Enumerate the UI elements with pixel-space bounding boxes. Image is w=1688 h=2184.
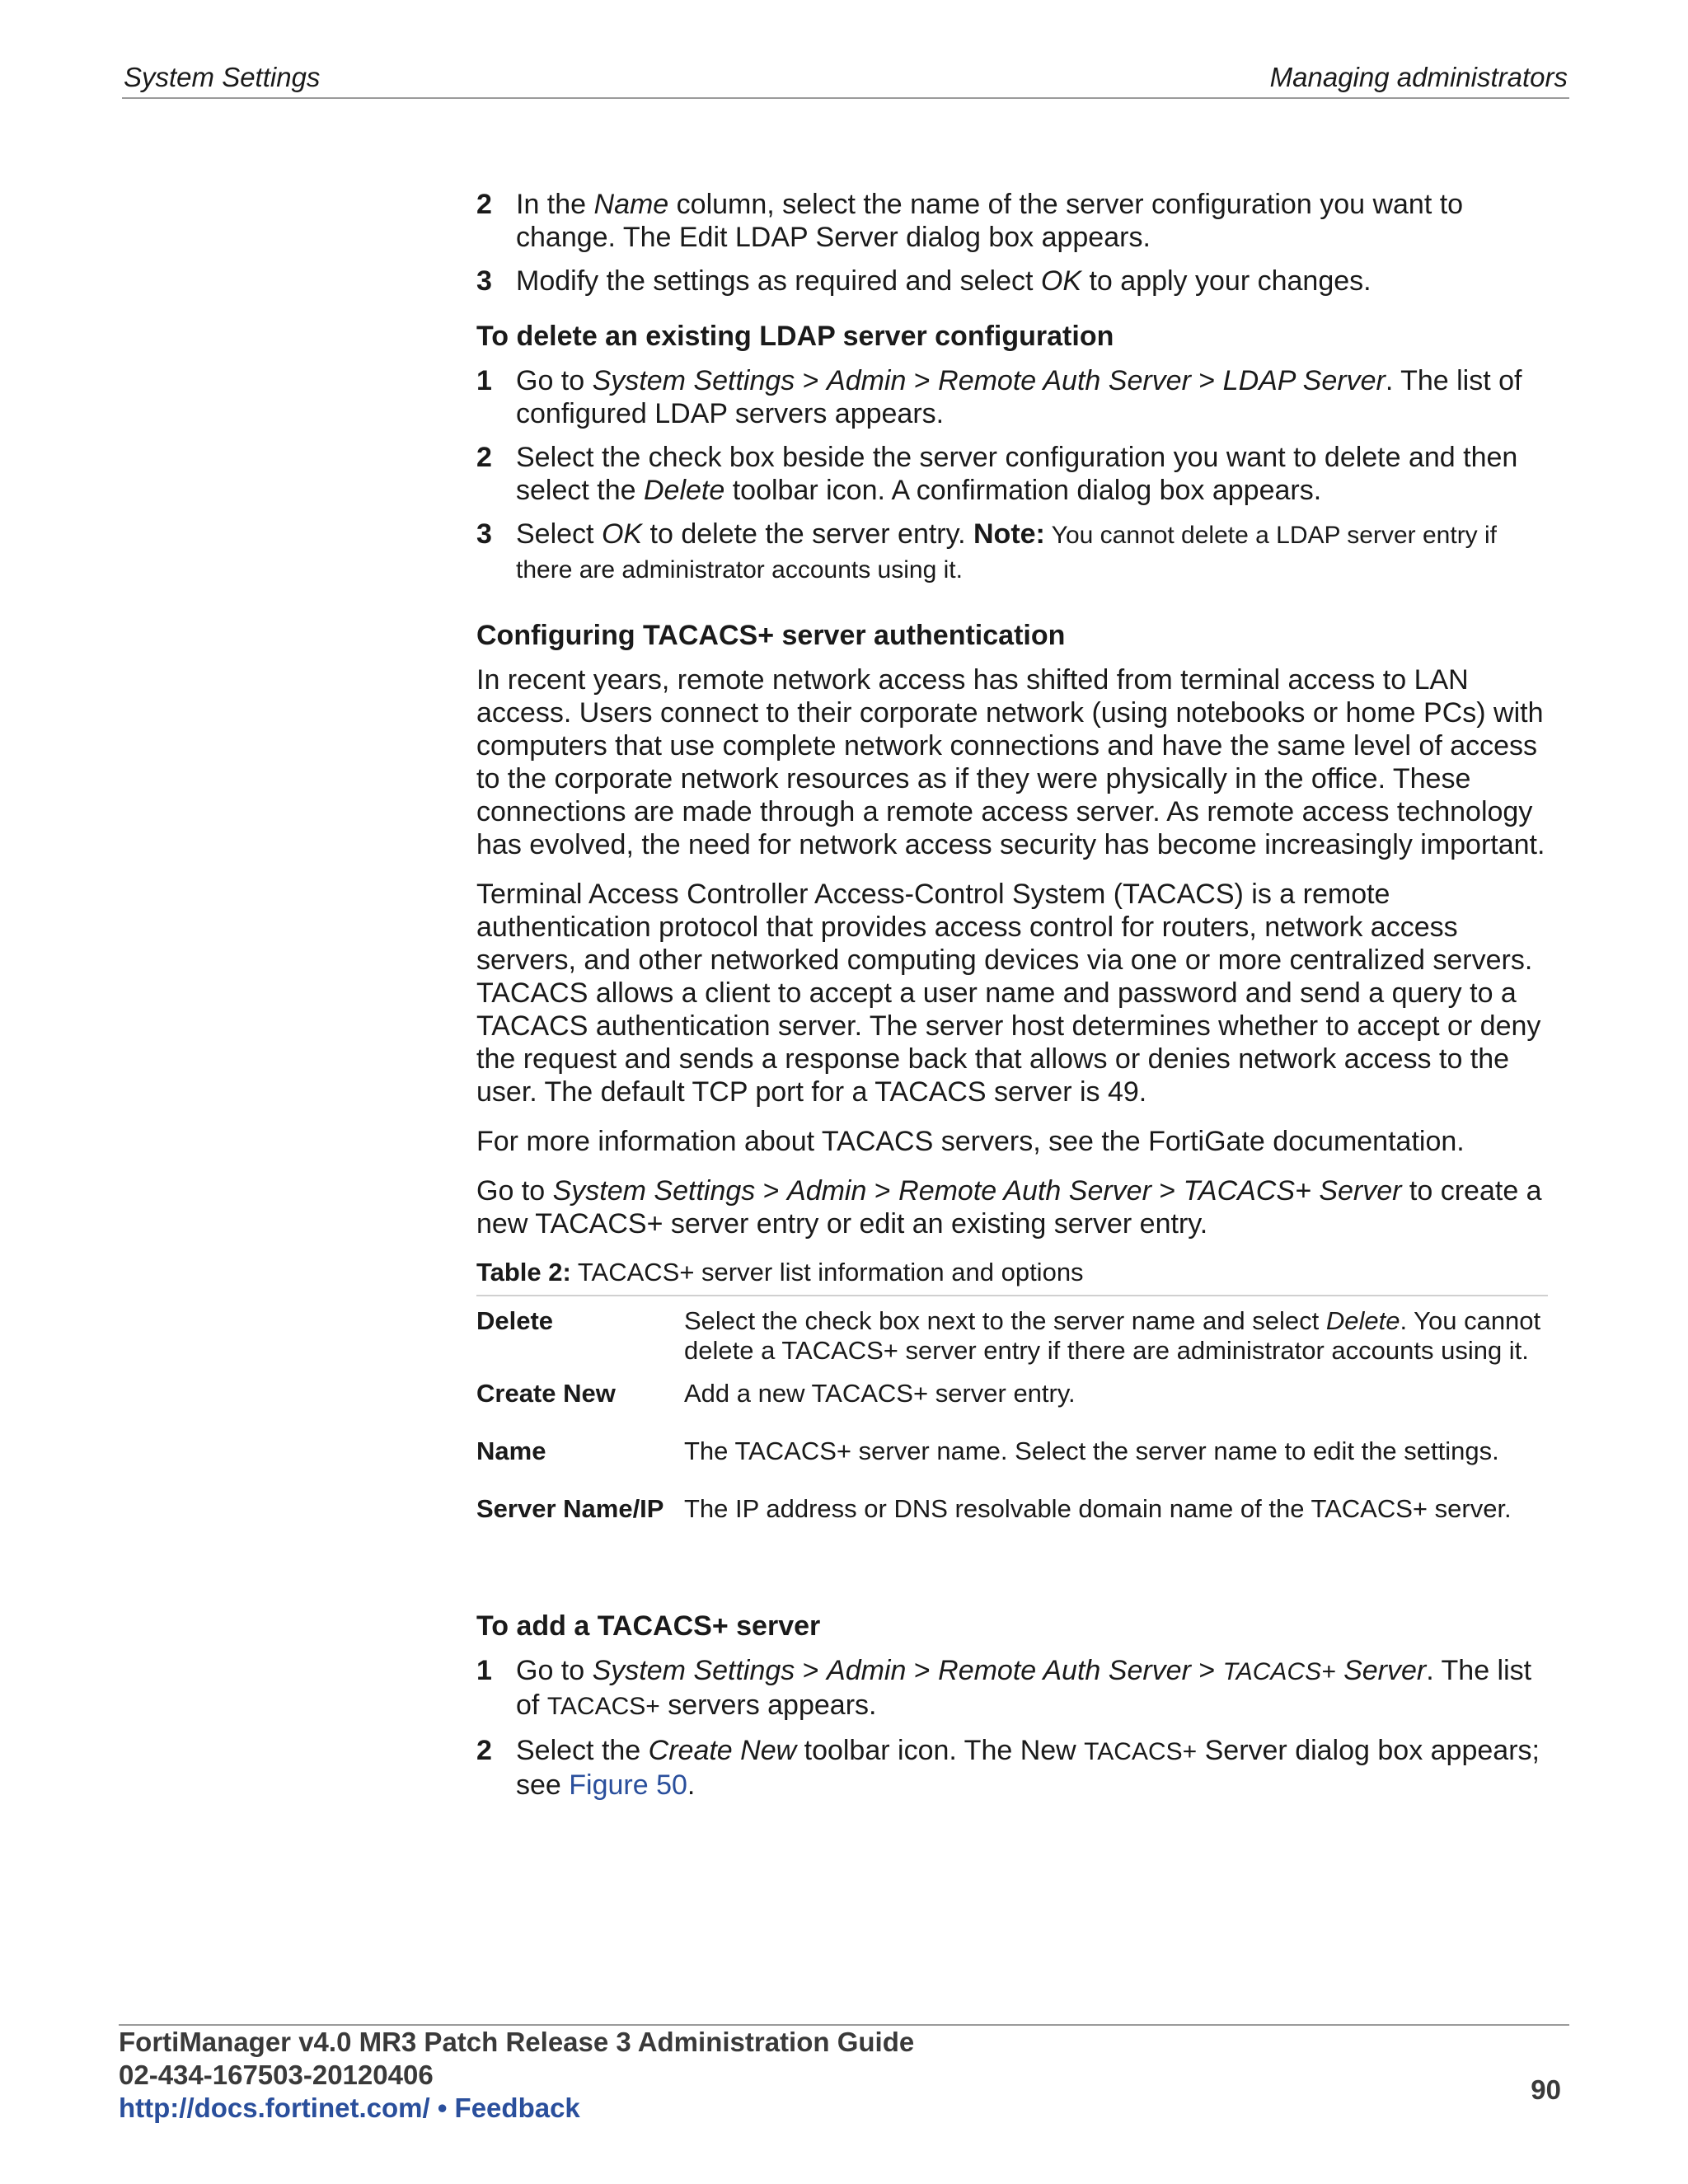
step-text: Go to bbox=[516, 1655, 593, 1686]
menu-path-separator: > bbox=[755, 1175, 788, 1207]
step-text: Select bbox=[516, 518, 602, 550]
edit-step-3 bbox=[476, 265, 1548, 298]
step-text: TACACS+ bbox=[546, 1693, 660, 1720]
menu-path-separator: > bbox=[1190, 365, 1223, 396]
paragraph-go-to bbox=[476, 1174, 1548, 1240]
figure-50-link[interactable]: Figure 50 bbox=[569, 1769, 687, 1801]
step-ui-term: OK bbox=[601, 518, 643, 550]
edit-step-2 bbox=[476, 188, 1548, 254]
footer-document-id: 02-434-167503-20120406 bbox=[119, 2060, 434, 2090]
menu-path-item: Server bbox=[1335, 1655, 1427, 1686]
delete-ldap-heading: To delete an existing LDAP server configuration bbox=[476, 321, 1114, 352]
step-text: . The list of bbox=[516, 1655, 1532, 1721]
table-description: Add a new TACACS+ server entry. bbox=[684, 1379, 1076, 1408]
note-text: You cannot delete a LDAP server entry if there are administrator accounts using it. bbox=[516, 522, 1498, 583]
page-footer bbox=[119, 2024, 1569, 2125]
main-content bbox=[476, 188, 1548, 1812]
footer-links bbox=[119, 2092, 1569, 2125]
step-text: Select the bbox=[516, 1735, 649, 1766]
menu-path-item: Admin bbox=[827, 1655, 907, 1686]
note-label: Note: bbox=[973, 518, 1045, 550]
menu-path-item: Remote Auth Server bbox=[898, 1175, 1151, 1207]
docs-link[interactable]: http://docs.fortinet.com/ bbox=[119, 2093, 430, 2123]
table-caption-label: Table 2: bbox=[476, 1258, 571, 1286]
table-row bbox=[476, 1484, 1548, 1542]
feedback-link[interactable]: Feedback bbox=[454, 2093, 580, 2123]
step-text: TACACS+ bbox=[1084, 1738, 1198, 1765]
add-step-1 bbox=[476, 1654, 1548, 1723]
table-description: The IP address or DNS resolvable domain name of the TACACS+ server. bbox=[684, 1494, 1512, 1523]
delete-step-2 bbox=[476, 441, 1548, 507]
step-text: column, select the name of the server configuration you want to change. The Edit LDAP Server dialog box appears. bbox=[516, 189, 1464, 253]
step-ui-term: Create New bbox=[648, 1735, 797, 1766]
step-number: 1 bbox=[476, 1655, 492, 1686]
description-text: Select the check box next to the server name and select bbox=[684, 1306, 1326, 1335]
table-term: Name bbox=[476, 1436, 546, 1465]
menu-path-separator: > bbox=[795, 1655, 828, 1686]
step-text: to delete the server entry. bbox=[642, 518, 973, 550]
table-term: Server Name/IP bbox=[476, 1494, 664, 1523]
step-number: 1 bbox=[476, 365, 492, 396]
table-row bbox=[476, 1296, 1548, 1369]
footer-guide-title: FortiManager v4.0 MR3 Patch Release 3 Administration Guide bbox=[119, 2027, 915, 2057]
header-section-title: System Settings bbox=[124, 62, 321, 92]
menu-path-item: Remote Auth Server bbox=[938, 1655, 1191, 1686]
step-ui-term: OK bbox=[1040, 265, 1082, 297]
step-number: 2 bbox=[476, 1735, 492, 1766]
step-ui-term: Delete bbox=[643, 475, 725, 506]
description-ui-term: Delete bbox=[1325, 1306, 1400, 1335]
add-step-2 bbox=[476, 1734, 1548, 1802]
menu-path-item: Admin bbox=[827, 365, 907, 396]
step-text: Modify the settings as required and select bbox=[516, 265, 1041, 297]
step-number: 3 bbox=[476, 265, 492, 297]
step-text: toolbar icon. A confirmation dialog box appears. bbox=[724, 475, 1322, 506]
table-description: The TACACS+ server name. Select the server name to edit the settings. bbox=[684, 1436, 1499, 1465]
page-number: 90 bbox=[1531, 2074, 1561, 2105]
menu-path-item: System Settings bbox=[552, 1175, 756, 1207]
paragraph-text: Go to bbox=[476, 1175, 553, 1207]
menu-path-separator: > bbox=[1190, 1655, 1223, 1686]
table-caption bbox=[476, 1257, 1548, 1288]
table-term: Delete bbox=[476, 1306, 554, 1335]
table-row bbox=[476, 1369, 1548, 1427]
paragraph-remote-access: In recent years, remote network access has shifted from terminal access to LAN access. Users connect to their corporate network (using notebooks or home PCs) with computers that use complete network connections and have the same level of access to the corporate network resources as if they were physically in the office. These connections are made through a remote access server. As remote access technology has evolved, the need for network access security has become increasingly important. bbox=[476, 664, 1545, 860]
menu-path-separator: > bbox=[906, 1655, 939, 1686]
menu-path-item: System Settings bbox=[592, 365, 795, 396]
menu-path-item: LDAP Server bbox=[1222, 365, 1386, 396]
menu-path-separator: > bbox=[906, 365, 939, 396]
paragraph-more-info: For more information about TACACS servers, see the FortiGate documentation. bbox=[476, 1126, 1465, 1157]
delete-step-3 bbox=[476, 518, 1548, 587]
step-text: In the bbox=[516, 189, 594, 220]
step-ui-term: Name bbox=[593, 189, 669, 220]
table-row bbox=[476, 1427, 1548, 1484]
step-number: 3 bbox=[476, 518, 492, 550]
step-text: servers appears. bbox=[659, 1690, 877, 1721]
step-text: . bbox=[687, 1769, 696, 1801]
step-number: 2 bbox=[476, 189, 492, 220]
header-chapter-title: Managing administrators bbox=[1269, 62, 1568, 92]
tacacs-options-table bbox=[476, 1295, 1548, 1542]
running-header bbox=[122, 61, 1569, 99]
step-text: Go to bbox=[516, 365, 593, 396]
menu-path-separator: > bbox=[795, 365, 828, 396]
step-text: Server dialog box appears; see bbox=[516, 1735, 1540, 1801]
paragraph-text: to create a new TACACS+ server entry or edit an existing server entry. bbox=[476, 1175, 1542, 1240]
description-text: . You cannot delete a TACACS+ server entry if there are administrator accounts using it. bbox=[684, 1306, 1541, 1365]
menu-path-item: Admin bbox=[787, 1175, 867, 1207]
tacacs-section-heading: Configuring TACACS+ server authentication bbox=[476, 620, 1066, 651]
menu-path-item: TACACS+ Server bbox=[1183, 1175, 1402, 1207]
table-term: Create New bbox=[476, 1379, 616, 1408]
step-text: toolbar icon. The New bbox=[796, 1735, 1085, 1766]
footer-separator: • bbox=[429, 2093, 455, 2123]
menu-path-separator: > bbox=[866, 1175, 899, 1207]
menu-path-item: TACACS+ bbox=[1222, 1658, 1336, 1685]
step-text: to apply your changes. bbox=[1081, 265, 1372, 297]
paragraph-tacacs-definition: Terminal Access Controller Access-Control System (TACACS) is a remote authentication protocol that provides access control for routers, network access servers, and other networked computing devices via one or more centralized servers. TACACS allows a client to accept a user name and password and send a query to a TACACS authentication server. The server host determines whether to accept or deny the request and sends a response back that allows or denies network access to the user. The default TCP port for a TACACS server is 49. bbox=[476, 879, 1541, 1108]
step-text: . The list of configured LDAP servers appears. bbox=[516, 365, 1522, 429]
step-text: Select the check box beside the server configuration you want to delete and then select the bbox=[516, 442, 1518, 506]
delete-step-1 bbox=[476, 364, 1548, 430]
add-tacacs-heading: To add a TACACS+ server bbox=[476, 1610, 821, 1642]
table-caption-text: TACACS+ server list information and options bbox=[570, 1258, 1084, 1286]
menu-path-separator: > bbox=[1151, 1175, 1184, 1207]
menu-path-item: Remote Auth Server bbox=[938, 365, 1191, 396]
step-number: 2 bbox=[476, 442, 492, 473]
menu-path-item: System Settings bbox=[592, 1655, 795, 1686]
table-description bbox=[684, 1306, 1548, 1369]
